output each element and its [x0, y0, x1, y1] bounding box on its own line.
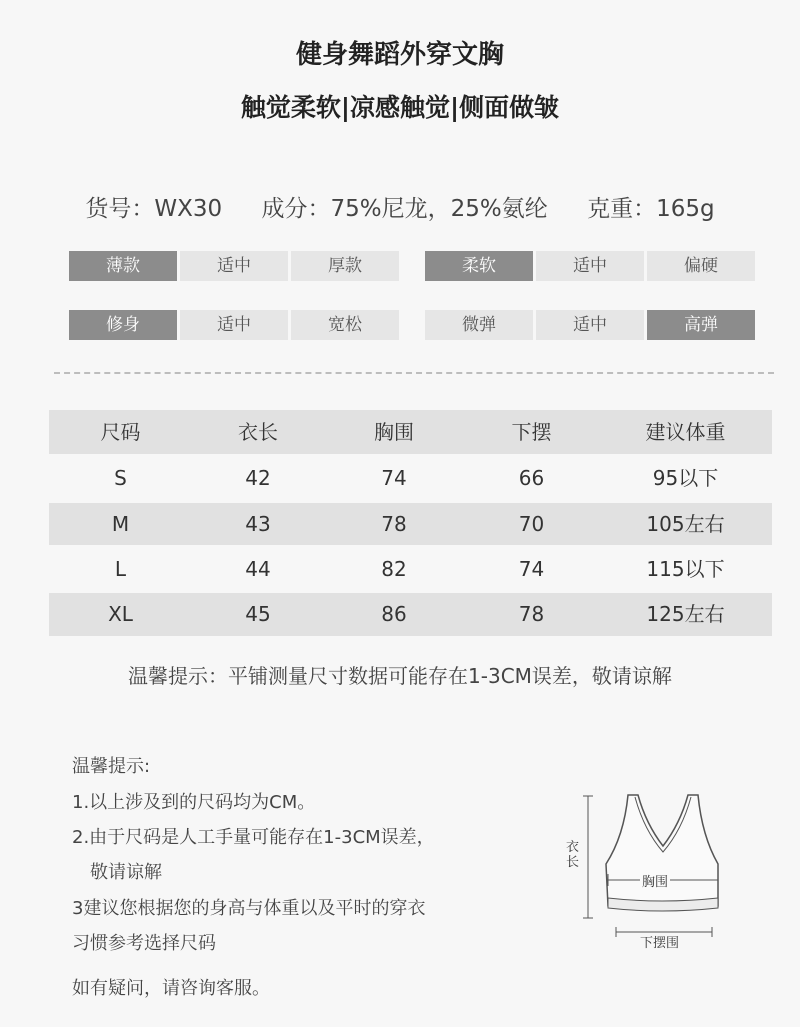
softness-option: 适中	[536, 251, 644, 281]
table-cell: 43	[245, 512, 271, 536]
product-subtitle: 触觉柔软|凉感触觉|侧面做皱	[240, 93, 560, 122]
table-row	[49, 593, 772, 636]
note-line-3a: 3建议您根据您的身高与体重以及平时的穿衣	[72, 898, 426, 919]
table-cell: 66	[518, 466, 545, 490]
item-number: 货号：WX30	[85, 196, 223, 222]
note-line-1: 1.以上涉及到的尺码均为CM。	[72, 792, 316, 813]
measurement-hint: 温馨提示：平铺测量尺寸数据可能存在1-3CM误差，敬请谅解	[128, 664, 672, 688]
length-label: 衣长	[566, 840, 580, 870]
table-row	[49, 545, 772, 593]
notes-heading: 温馨提示:	[72, 756, 151, 777]
table-cell: M	[111, 512, 130, 536]
table-cell: 78	[518, 602, 545, 626]
header-cell: 下摆	[511, 420, 552, 444]
softness-option: 偏硬	[647, 251, 755, 281]
note-line-2b: 敬请谅解	[90, 862, 162, 883]
fit-option: 修身	[69, 310, 177, 340]
table-cell: 78	[381, 512, 407, 536]
table-cell: 82	[381, 557, 407, 581]
elasticity-option: 微弹	[425, 310, 533, 340]
table-cell: 44	[245, 557, 271, 581]
bra-outline-icon	[560, 786, 730, 952]
material: 成分：75%尼龙，25%氨纶	[261, 196, 548, 222]
thickness-options	[69, 251, 402, 281]
thickness-option: 适中	[180, 251, 288, 281]
table-cell: S	[114, 466, 127, 490]
table-cell: 74	[381, 466, 407, 490]
header-cell: 建议体重	[645, 420, 726, 444]
note-line-3b: 习惯参考选择尺码	[72, 933, 216, 954]
elasticity-options	[425, 310, 758, 340]
table-cell: 45	[245, 602, 271, 626]
weight: 克重：165g	[587, 196, 715, 222]
header-cell: 衣长	[238, 420, 278, 444]
chest-label: 胸围	[640, 871, 670, 890]
hem-label: 下摆围	[640, 936, 680, 951]
elasticity-option: 高弹	[647, 310, 755, 340]
table-cell: 42	[245, 466, 271, 490]
softness-option: 柔软	[425, 251, 533, 281]
table-cell: 125左右	[646, 602, 725, 626]
note-line-2a: 2.由于尺码是人工手量可能存在1-3CM误差，	[72, 827, 435, 848]
product-title: 健身舞蹈外穿文胸	[295, 40, 504, 70]
table-row	[49, 454, 772, 503]
table-row	[49, 503, 772, 545]
table-cell: 70	[518, 512, 545, 536]
table-cell: 95以下	[652, 466, 719, 490]
table-cell: XL	[108, 602, 133, 626]
spec-line	[0, 190, 800, 223]
size-table	[49, 410, 772, 636]
table-cell: 115以下	[646, 557, 725, 581]
softness-options	[425, 251, 758, 281]
header-cell: 尺码	[100, 420, 141, 444]
fit-option: 宽松	[291, 310, 399, 340]
dashed-divider	[54, 372, 774, 374]
thickness-option: 厚款	[291, 251, 399, 281]
fit-options	[69, 310, 402, 340]
fit-option: 适中	[180, 310, 288, 340]
table-cell: 105左右	[646, 512, 725, 536]
table-header-row	[49, 410, 772, 454]
elasticity-option: 适中	[536, 310, 644, 340]
table-cell: 74	[518, 557, 545, 581]
contact-note: 如有疑问，请咨询客服。	[72, 978, 270, 999]
table-cell: L	[114, 557, 127, 581]
header-cell: 胸围	[374, 420, 414, 444]
table-cell: 86	[381, 602, 407, 626]
thickness-option: 薄款	[69, 251, 177, 281]
bra-measurement-sketch	[560, 786, 730, 952]
